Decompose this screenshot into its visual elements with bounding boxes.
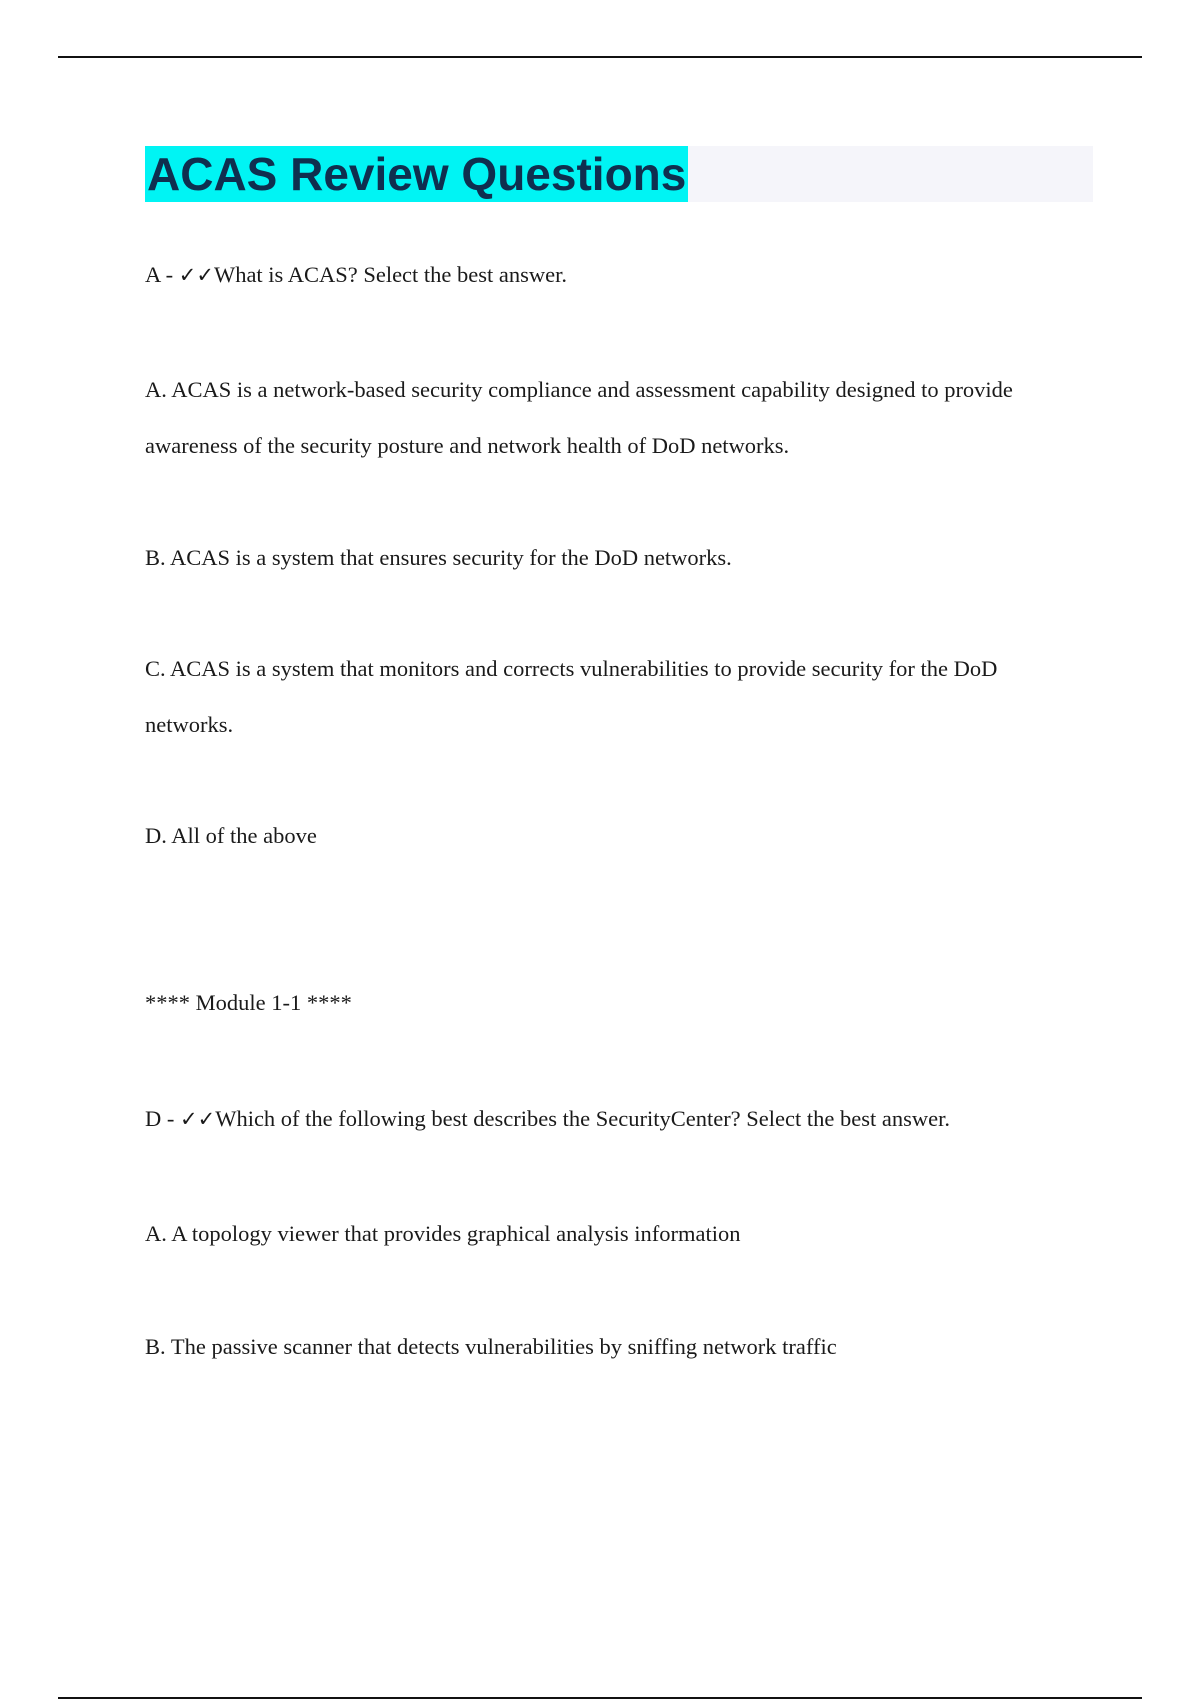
check-marks-icon: ✓✓ [178,263,214,287]
q1-option-d: D. All of the above [145,823,317,848]
q2-option-b: B. The passive scanner that detects vulnerabilities by sniffing network traffic [145,1334,837,1359]
q1-option-b: B. ACAS is a system that ensures security for the DoD networks. [145,545,732,570]
q2-option-a: A. A topology viewer that provides graphical analysis information [145,1221,741,1246]
question-text: Which of the following best describes the SecurityCenter? Select the best answer. [215,1106,950,1131]
page-title: ACAS Review Questions [147,148,687,200]
module-marker: **** Module 1-1 **** [145,990,352,1015]
question-text: What is ACAS? Select the best answer. [213,262,568,287]
q1-option-a-line1: A. ACAS is a network-based security compliance and assessment capability designed to provide [145,377,1013,402]
top-rule [58,56,1142,58]
answer-prefix: D - [145,1106,180,1131]
q1-option-c-line1: C. ACAS is a system that monitors and corrects vulnerabilities to provide security for the DoD [145,656,998,681]
q1-option-c-line2: networks. [145,712,234,737]
question-1 [145,261,567,289]
question-2 [145,1105,950,1133]
check-marks-icon: ✓✓ [180,1107,216,1131]
bottom-rule [58,1697,1142,1699]
q1-option-a-line2: awareness of the security posture and network health of DoD networks. [145,433,790,458]
answer-prefix: A - [145,262,179,287]
